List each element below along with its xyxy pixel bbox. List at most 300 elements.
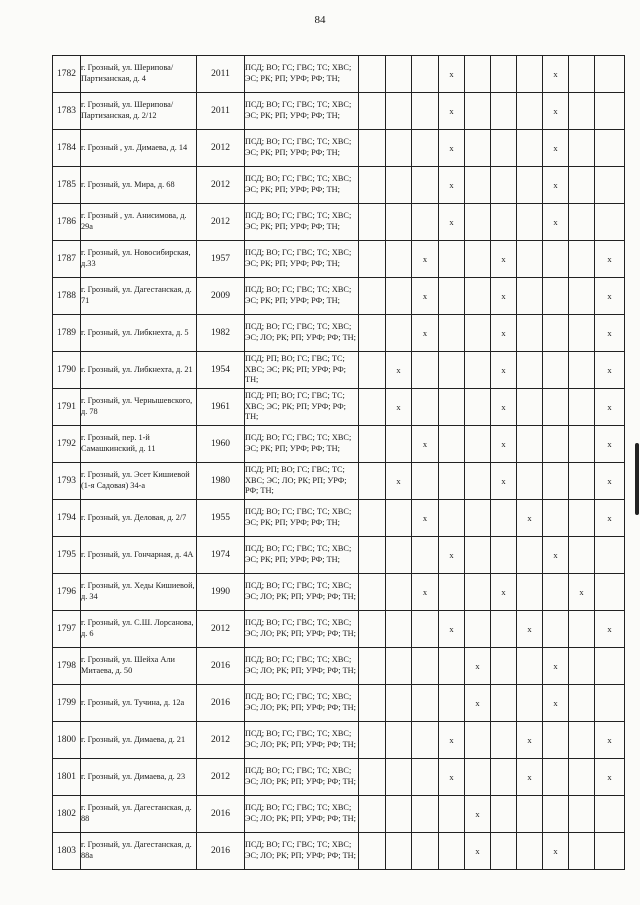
mark-cell: x: [465, 833, 491, 870]
mark-cell: x: [439, 611, 465, 648]
mark-cell: [386, 315, 412, 352]
mark-cell: [517, 56, 543, 93]
address-cell: [81, 537, 197, 574]
address-cell: [81, 648, 197, 685]
mark-cell: x: [517, 500, 543, 537]
mark-cell: x: [439, 56, 465, 93]
mark-cell: x: [595, 426, 625, 463]
mark-cell: [439, 463, 465, 500]
table-row: [53, 241, 625, 278]
mark-cell: [386, 167, 412, 204]
mark-cell: [465, 759, 491, 796]
works-list-text: ПСД; ВО; ГС; ГВС; ТС; ХВС; ЭС; РК; РП; УРФ; РФ; ТН;: [245, 544, 352, 564]
mark-cell: [543, 278, 569, 315]
year-cell: 1960: [197, 426, 245, 463]
mark-cell: x: [543, 204, 569, 241]
mark-cell: [595, 56, 625, 93]
mark-cell: x: [595, 241, 625, 278]
works-list-cell: [245, 685, 359, 722]
works-list-cell: [245, 278, 359, 315]
row-number: 1784: [53, 130, 81, 167]
address-cell: [81, 204, 197, 241]
mark-cell: [491, 167, 517, 204]
mark-cell: [386, 204, 412, 241]
mark-cell: [412, 722, 439, 759]
mark-cell: x: [595, 315, 625, 352]
mark-cell: x: [517, 759, 543, 796]
address-cell: [81, 463, 197, 500]
mark-cell: [517, 648, 543, 685]
mark-cell: [386, 685, 412, 722]
mark-cell: [569, 463, 595, 500]
mark-cell: [543, 315, 569, 352]
mark-cell: [517, 426, 543, 463]
mark-cell: x: [439, 167, 465, 204]
year-cell: 1961: [197, 389, 245, 426]
works-list-text: ПСД; ВО; ГС; ГВС; ТС; ХВС; ЭС; РК; РП; УРФ; РФ; ТН;: [245, 248, 352, 268]
mark-cell: x: [465, 796, 491, 833]
works-list-cell: [245, 833, 359, 870]
mark-cell: [386, 537, 412, 574]
address-text: г. Грозный , ул. Анисимова, д. 29а: [81, 211, 187, 231]
mark-cell: [412, 685, 439, 722]
mark-cell: [569, 352, 595, 389]
address-cell: [81, 426, 197, 463]
mark-cell: [543, 352, 569, 389]
year-cell: 2012: [197, 130, 245, 167]
mark-cell: [517, 204, 543, 241]
mark-cell: x: [491, 278, 517, 315]
table-row: [53, 722, 625, 759]
mark-cell: [569, 500, 595, 537]
table-row: [53, 93, 625, 130]
row-number: 1794: [53, 500, 81, 537]
mark-cell: [359, 426, 386, 463]
address-cell: [81, 130, 197, 167]
address-text: г. Грозный, ул. Дагестанская, д. 88а: [81, 840, 192, 860]
year-cell: 2011: [197, 93, 245, 130]
table-row: [53, 204, 625, 241]
mark-cell: [543, 426, 569, 463]
mark-cell: [491, 833, 517, 870]
mark-cell: x: [412, 500, 439, 537]
mark-cell: [465, 500, 491, 537]
year-cell: 1980: [197, 463, 245, 500]
works-list-cell: [245, 167, 359, 204]
works-list-cell: [245, 315, 359, 352]
mark-cell: [359, 833, 386, 870]
mark-cell: [595, 93, 625, 130]
mark-cell: x: [543, 833, 569, 870]
mark-cell: [359, 685, 386, 722]
mark-cell: [595, 833, 625, 870]
address-cell: [81, 722, 197, 759]
address-cell: [81, 833, 197, 870]
mark-cell: [386, 500, 412, 537]
mark-cell: [439, 315, 465, 352]
table-row: [53, 537, 625, 574]
mark-cell: [465, 167, 491, 204]
mark-cell: [386, 130, 412, 167]
mark-cell: [439, 685, 465, 722]
mark-cell: [491, 611, 517, 648]
row-number: 1791: [53, 389, 81, 426]
mark-cell: [543, 611, 569, 648]
mark-cell: x: [491, 574, 517, 611]
table-row: [53, 611, 625, 648]
mark-cell: [386, 833, 412, 870]
mark-cell: [517, 796, 543, 833]
mark-cell: [359, 463, 386, 500]
address-text: г. Грозный, ул. Шейха Али Митаева, д. 50: [81, 655, 175, 675]
mark-cell: [595, 796, 625, 833]
mark-cell: [517, 167, 543, 204]
mark-cell: x: [386, 352, 412, 389]
mark-cell: x: [439, 722, 465, 759]
mark-cell: [569, 611, 595, 648]
mark-cell: x: [491, 352, 517, 389]
mark-cell: [412, 648, 439, 685]
mark-cell: x: [412, 241, 439, 278]
address-text: г. Грозный, ул. С.Ш. Лорсанова, д. 6: [81, 618, 194, 638]
mark-cell: [569, 389, 595, 426]
address-text: г. Грозный, ул. Шерипова/Партизанская, д. 4: [81, 63, 174, 83]
mark-cell: x: [595, 611, 625, 648]
table-row: [53, 796, 625, 833]
mark-cell: x: [543, 167, 569, 204]
address-text: г. Грозный, ул. Либкнехта, д. 5: [81, 327, 189, 337]
mark-cell: [412, 130, 439, 167]
mark-cell: [412, 833, 439, 870]
works-list-cell: [245, 463, 359, 500]
row-number: 1782: [53, 56, 81, 93]
mark-cell: [465, 722, 491, 759]
works-list-cell: [245, 130, 359, 167]
mark-cell: x: [386, 389, 412, 426]
mark-cell: [412, 204, 439, 241]
mark-cell: [491, 796, 517, 833]
mark-cell: [517, 241, 543, 278]
row-number: 1787: [53, 241, 81, 278]
mark-cell: [491, 648, 517, 685]
mark-cell: [517, 93, 543, 130]
mark-cell: [569, 56, 595, 93]
mark-cell: x: [543, 648, 569, 685]
works-list-cell: [245, 56, 359, 93]
mark-cell: x: [439, 204, 465, 241]
row-number: 1800: [53, 722, 81, 759]
works-list-cell: [245, 93, 359, 130]
works-list-cell: [245, 426, 359, 463]
mark-cell: x: [412, 426, 439, 463]
year-cell: 1990: [197, 574, 245, 611]
mark-cell: [386, 56, 412, 93]
works-list-text: ПСД; ВО; ГС; ГВС; ТС; ХВС; ЭС; ЛО; РК; РП; УРФ; РФ; ТН;: [245, 322, 356, 342]
mark-cell: [569, 759, 595, 796]
works-list-cell: [245, 796, 359, 833]
row-number: 1783: [53, 93, 81, 130]
table-row: [53, 278, 625, 315]
table-row: [53, 685, 625, 722]
works-list-text: ПСД; ВО; ГС; ГВС; ТС; ХВС; ЭС; ЛО; РК; РП; УРФ; РФ; ТН;: [245, 692, 356, 712]
works-list-text: ПСД; ВО; ГС; ГВС; ТС; ХВС; ЭС; ЛО; РК; РП; УРФ; РФ; ТН;: [245, 655, 356, 675]
address-cell: [81, 574, 197, 611]
mark-cell: [491, 537, 517, 574]
address-text: г. Грозный, ул. Шерипова/Партизанская, д. 2/12: [81, 100, 174, 120]
works-list-text: ПСД; ВО; ГС; ГВС; ТС; ХВС; ЭС; РК; РП; УРФ; РФ; ТН;: [245, 100, 352, 120]
mark-cell: [595, 537, 625, 574]
year-cell: 2012: [197, 759, 245, 796]
mark-cell: x: [412, 315, 439, 352]
address-cell: [81, 93, 197, 130]
mark-cell: [386, 796, 412, 833]
address-text: г. Грозный, ул. Хеды Кишиевой, д. 34: [81, 581, 195, 601]
works-list-text: ПСД; ВО; ГС; ГВС; ТС; ХВС; ЭС; РК; РП; УРФ; РФ; ТН;: [245, 211, 352, 231]
mark-cell: x: [517, 611, 543, 648]
works-list-cell: [245, 722, 359, 759]
mark-cell: [595, 167, 625, 204]
mark-cell: [439, 426, 465, 463]
row-number: 1797: [53, 611, 81, 648]
mark-cell: [359, 759, 386, 796]
year-cell: 1955: [197, 500, 245, 537]
mark-cell: [517, 537, 543, 574]
works-list-text: ПСД; ВО; ГС; ГВС; ТС; ХВС; ЭС; ЛО; РК; РП; УРФ; РФ; ТН;: [245, 840, 356, 860]
year-cell: 1974: [197, 537, 245, 574]
works-list-text: ПСД; ВО; ГС; ГВС; ТС; ХВС; ЭС; ЛО; РК; РП; УРФ; РФ; ТН;: [245, 618, 356, 638]
address-text: г. Грозный, ул. Гончарная, д. 4А: [81, 549, 194, 559]
row-number: 1790: [53, 352, 81, 389]
mark-cell: x: [465, 648, 491, 685]
mark-cell: x: [595, 389, 625, 426]
works-list-text: ПСД; ВО; ГС; ГВС; ТС; ХВС; ЭС; РК; РП; УРФ; РФ; ТН;: [245, 63, 352, 83]
address-cell: [81, 241, 197, 278]
mark-cell: [543, 241, 569, 278]
mark-cell: [359, 241, 386, 278]
works-list-text: ПСД; ВО; ГС; ГВС; ТС; ХВС; ЭС; РК; РП; УРФ; РФ; ТН;: [245, 285, 352, 305]
works-list-cell: [245, 241, 359, 278]
address-cell: [81, 352, 197, 389]
mark-cell: [386, 93, 412, 130]
row-number: 1799: [53, 685, 81, 722]
works-list-cell: [245, 648, 359, 685]
mark-cell: [386, 241, 412, 278]
mark-cell: x: [595, 278, 625, 315]
table-row: [53, 315, 625, 352]
works-list-text: ПСД; ВО; ГС; ГВС; ТС; ХВС; ЭС; РК; РП; УРФ; РФ; ТН;: [245, 174, 352, 194]
mark-cell: [386, 278, 412, 315]
works-list-text: ПСД; РП; ВО; ГС; ГВС; ТС; ХВС; ЭС; РК; РП; УРФ; РФ; ТН;: [245, 354, 346, 385]
year-cell: 2012: [197, 722, 245, 759]
works-list-text: ПСД; ВО; ГС; ГВС; ТС; ХВС; ЭС; РК; РП; УРФ; РФ; ТН;: [245, 433, 352, 453]
mark-cell: [386, 648, 412, 685]
year-cell: 2012: [197, 204, 245, 241]
table-row: [53, 352, 625, 389]
mark-cell: [465, 463, 491, 500]
mark-cell: [386, 426, 412, 463]
mark-cell: [359, 315, 386, 352]
address-cell: [81, 759, 197, 796]
mark-cell: [359, 389, 386, 426]
mark-cell: [439, 574, 465, 611]
table-row: [53, 500, 625, 537]
works-list-text: ПСД; ВО; ГС; ГВС; ТС; ХВС; ЭС; ЛО; РК; РП; УРФ; РФ; ТН;: [245, 766, 356, 786]
mark-cell: [412, 463, 439, 500]
mark-cell: [569, 93, 595, 130]
works-list-cell: [245, 759, 359, 796]
mark-cell: [359, 56, 386, 93]
works-list-cell: [245, 611, 359, 648]
mark-cell: [359, 537, 386, 574]
works-list-cell: [245, 500, 359, 537]
mark-cell: x: [439, 130, 465, 167]
mark-cell: [465, 389, 491, 426]
mark-cell: [569, 648, 595, 685]
address-cell: [81, 389, 197, 426]
mark-cell: [569, 685, 595, 722]
mark-cell: [543, 463, 569, 500]
binding-mark: [635, 443, 639, 515]
mark-cell: [359, 796, 386, 833]
mark-cell: x: [543, 537, 569, 574]
mark-cell: [386, 574, 412, 611]
works-list-cell: [245, 204, 359, 241]
mark-cell: [465, 204, 491, 241]
address-text: г. Грозный, ул. Дагестанская, д. 88: [81, 803, 192, 823]
mark-cell: [543, 796, 569, 833]
mark-cell: [517, 574, 543, 611]
works-list-text: ПСД; ВО; ГС; ГВС; ТС; ХВС; ЭС; РК; РП; УРФ; РФ; ТН;: [245, 137, 352, 157]
mark-cell: [595, 130, 625, 167]
mark-cell: [386, 722, 412, 759]
mark-cell: x: [412, 574, 439, 611]
year-cell: 2016: [197, 685, 245, 722]
mark-cell: x: [439, 537, 465, 574]
address-text: г. Грозный, ул. Чернышевского, д. 78: [81, 396, 193, 416]
mark-cell: [595, 574, 625, 611]
mark-cell: [412, 389, 439, 426]
mark-cell: x: [491, 315, 517, 352]
row-number: 1793: [53, 463, 81, 500]
mark-cell: [465, 278, 491, 315]
mark-cell: [465, 352, 491, 389]
works-list-cell: [245, 537, 359, 574]
mark-cell: [569, 204, 595, 241]
mark-cell: [359, 722, 386, 759]
address-cell: [81, 500, 197, 537]
mark-cell: x: [595, 463, 625, 500]
row-number: 1788: [53, 278, 81, 315]
year-cell: 2009: [197, 278, 245, 315]
mark-cell: [359, 352, 386, 389]
mark-cell: x: [439, 93, 465, 130]
address-cell: [81, 278, 197, 315]
mark-cell: [359, 167, 386, 204]
mark-cell: x: [465, 685, 491, 722]
mark-cell: [491, 130, 517, 167]
address-cell: [81, 315, 197, 352]
mark-cell: x: [595, 352, 625, 389]
table-body: [53, 56, 625, 870]
mark-cell: x: [491, 241, 517, 278]
table-row: [53, 463, 625, 500]
mark-cell: [569, 130, 595, 167]
mark-cell: x: [491, 426, 517, 463]
address-text: г. Грозный, ул. Тучина, д. 12а: [81, 697, 185, 707]
mark-cell: x: [386, 463, 412, 500]
address-text: г. Грозный, ул. Дагестанская, д. 71: [81, 285, 192, 305]
mark-cell: [465, 426, 491, 463]
address-text: г. Грозный, ул. Новосибирская, д.33: [81, 248, 191, 268]
mark-cell: [439, 241, 465, 278]
mark-cell: [465, 611, 491, 648]
mark-cell: [439, 500, 465, 537]
mark-cell: [569, 278, 595, 315]
mark-cell: x: [491, 389, 517, 426]
mark-cell: [359, 130, 386, 167]
mark-cell: [491, 685, 517, 722]
mark-cell: [359, 500, 386, 537]
mark-cell: x: [543, 93, 569, 130]
mark-cell: [359, 93, 386, 130]
mark-cell: x: [412, 278, 439, 315]
mark-cell: x: [439, 759, 465, 796]
row-number: 1795: [53, 537, 81, 574]
table-row: [53, 574, 625, 611]
address-cell: [81, 796, 197, 833]
works-list-cell: [245, 389, 359, 426]
mark-cell: [465, 537, 491, 574]
works-list-text: ПСД; ВО; ГС; ГВС; ТС; ХВС; ЭС; РК; РП; УРФ; РФ; ТН;: [245, 507, 352, 527]
year-cell: 2016: [197, 648, 245, 685]
mark-cell: [439, 833, 465, 870]
mark-cell: [465, 241, 491, 278]
table-row: [53, 759, 625, 796]
mark-cell: [569, 241, 595, 278]
mark-cell: [517, 685, 543, 722]
mark-cell: [386, 759, 412, 796]
table-row: [53, 833, 625, 870]
row-number: 1792: [53, 426, 81, 463]
mark-cell: [359, 648, 386, 685]
works-list-text: ПСД; ВО; ГС; ГВС; ТС; ХВС; ЭС; ЛО; РК; РП; УРФ; РФ; ТН;: [245, 803, 356, 823]
mark-cell: x: [543, 56, 569, 93]
mark-cell: [517, 833, 543, 870]
mark-cell: [569, 167, 595, 204]
mark-cell: [439, 648, 465, 685]
row-number: 1785: [53, 167, 81, 204]
address-cell: [81, 611, 197, 648]
mark-cell: [569, 796, 595, 833]
mark-cell: [491, 56, 517, 93]
mark-cell: [543, 500, 569, 537]
mark-cell: x: [543, 130, 569, 167]
mark-cell: [386, 611, 412, 648]
mark-cell: [412, 93, 439, 130]
works-list-cell: [245, 352, 359, 389]
mark-cell: [569, 315, 595, 352]
table-row: [53, 648, 625, 685]
works-list-text: ПСД; РП; ВО; ГС; ГВС; ТС; ХВС; ЭС; РК; РП; УРФ; РФ; ТН;: [245, 391, 346, 422]
mark-cell: [491, 759, 517, 796]
mark-cell: [439, 278, 465, 315]
address-text: г. Грозный, пер. 1-й Самашкинский, д. 11: [81, 433, 156, 453]
address-text: г. Грозный, ул. Димаева, д. 21: [81, 734, 186, 744]
page-number: 84: [314, 14, 326, 26]
mark-cell: [569, 426, 595, 463]
mark-cell: [491, 500, 517, 537]
year-cell: 2016: [197, 833, 245, 870]
